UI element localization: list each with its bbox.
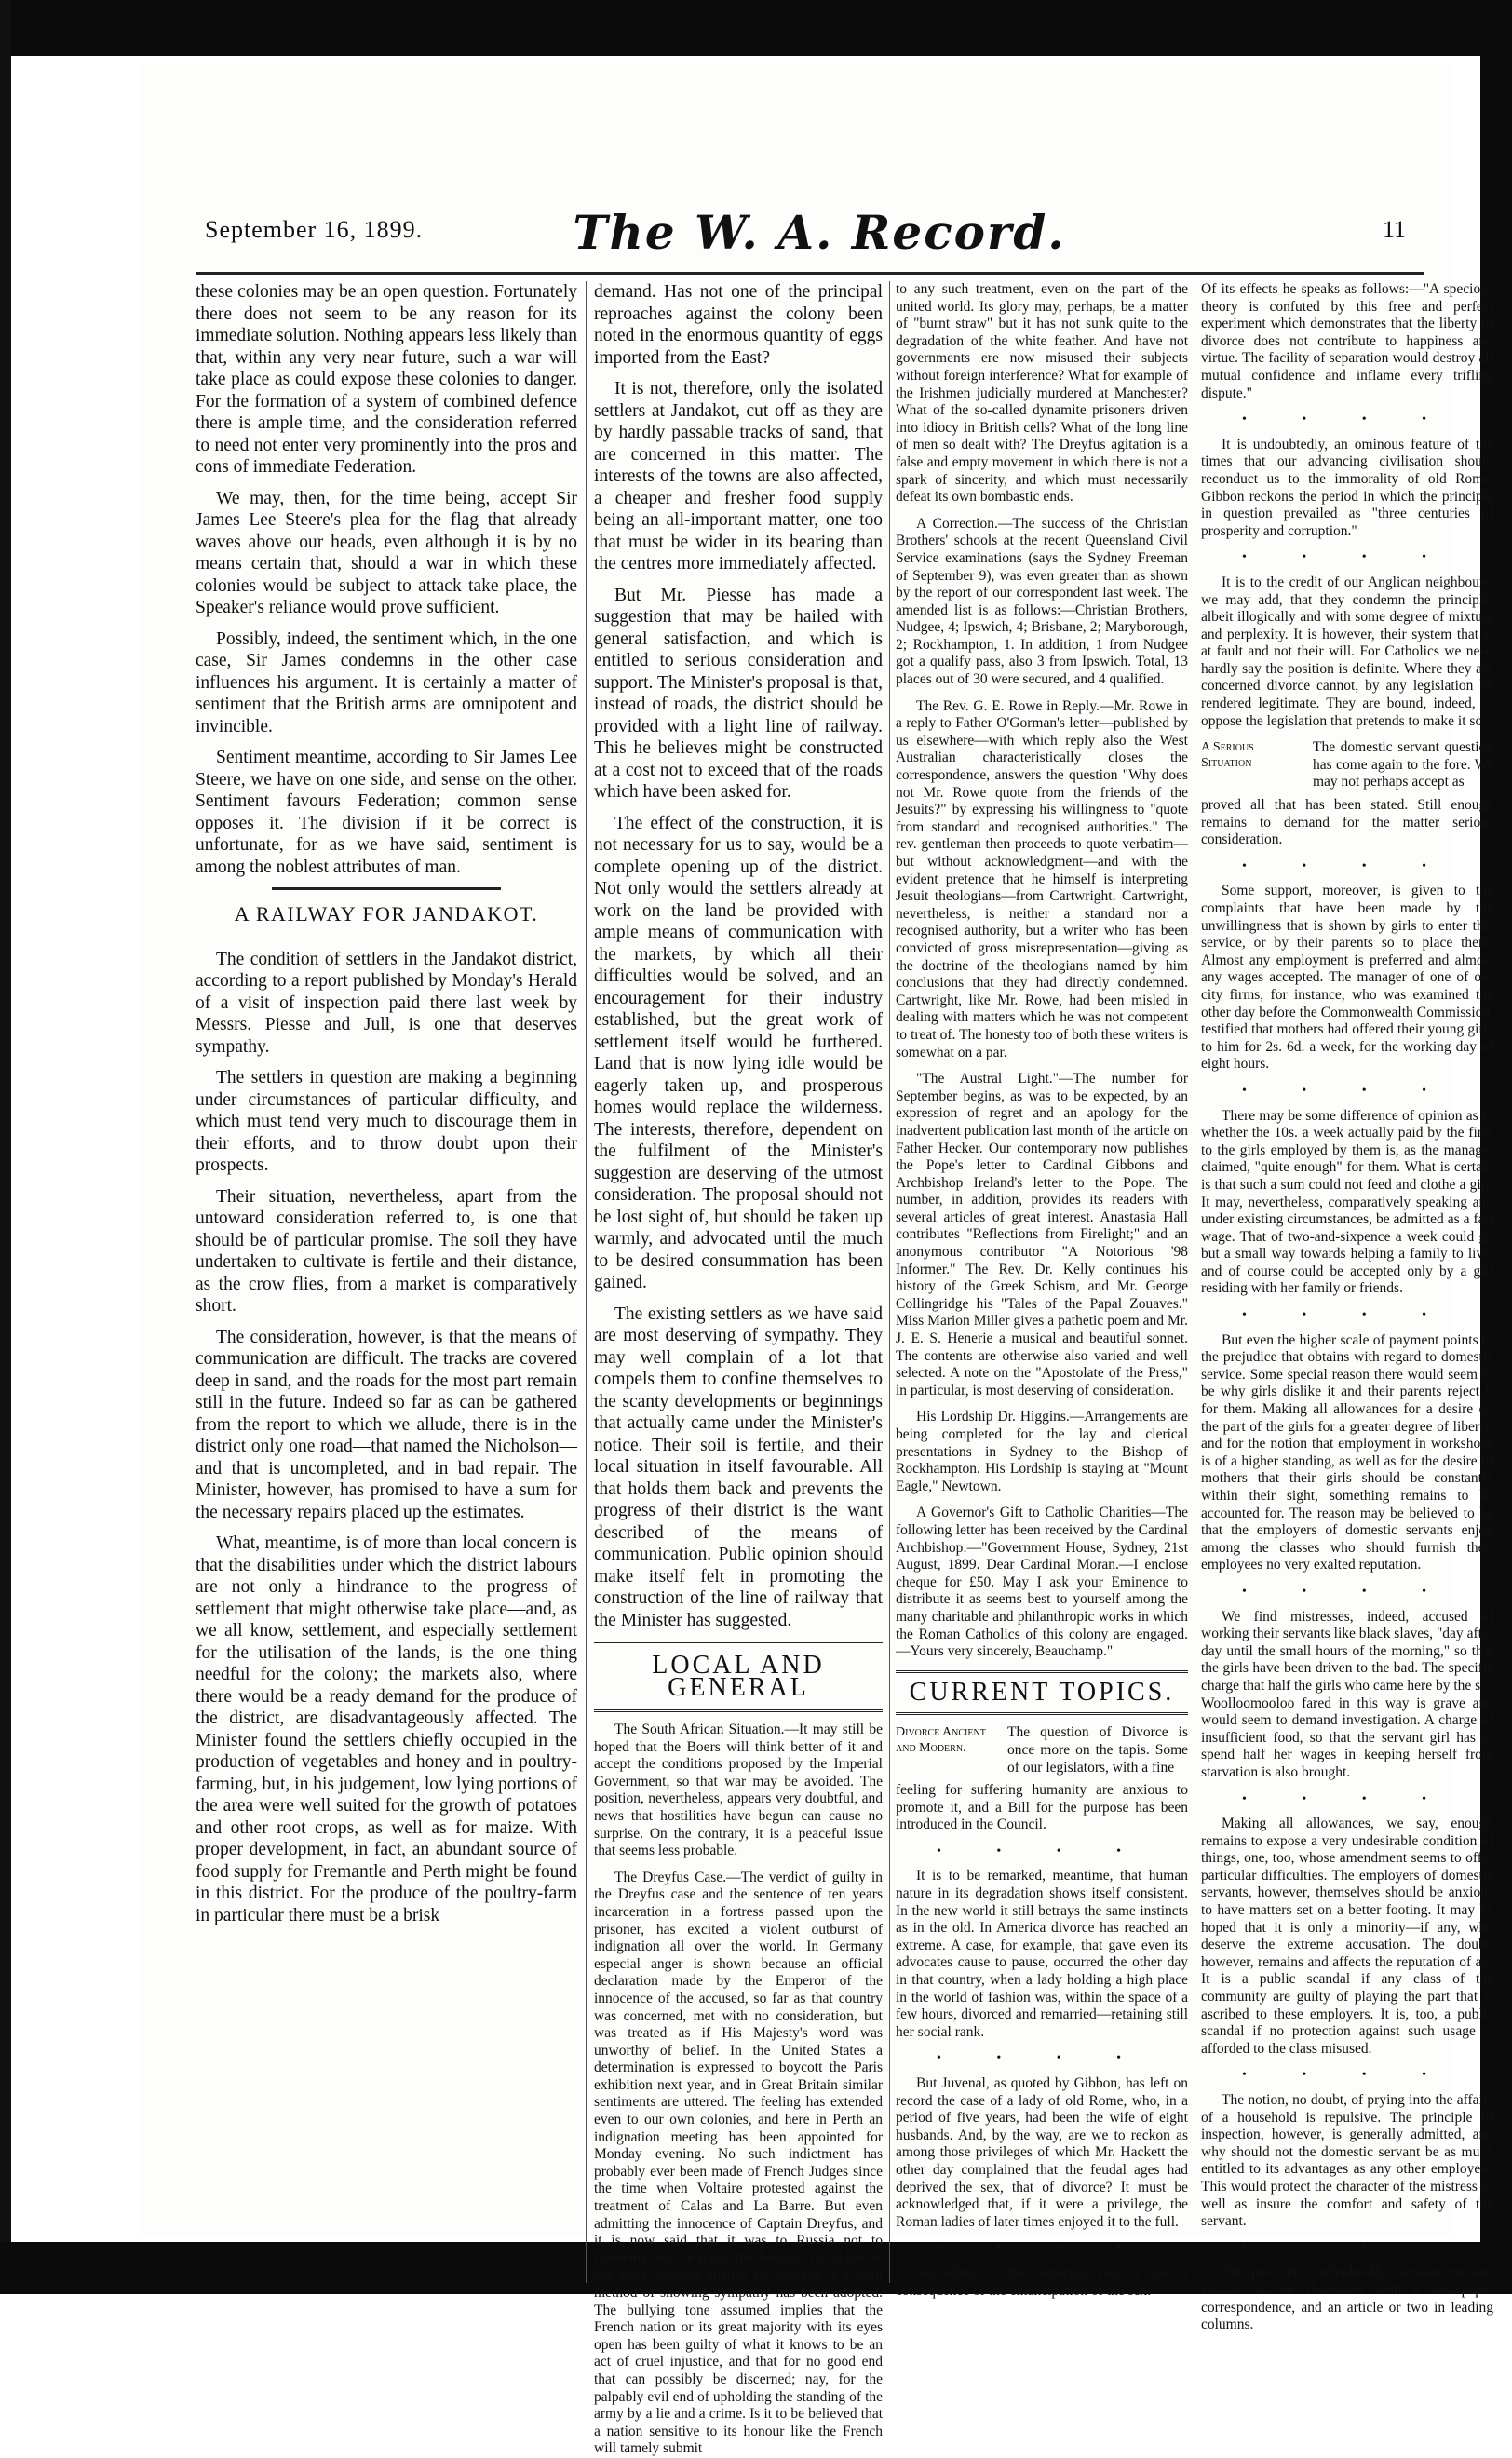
paragraph: Possibly, indeed, the sentiment which, in the one case, Sir James condemns in the other case influences his argument. It is certainly a matter of sentiment that the British arms are omnipotent and invincible. (196, 628, 577, 736)
separator-stars: • • • • (1241, 858, 1453, 873)
separator-stars: • • • • (1241, 1584, 1453, 1599)
masthead-rule (196, 272, 1424, 275)
news-item: "The Austral Light."—The number for September begins, as was to be expected, by an expression of regret and an apology for the inadvertent publication last month of the article on Father Hecker. Our contemporary now publishes the Pope's letter to Cardinal Gibbons and Archbishop Ireland's letter to the Pope. The number, in addition, provides its readers with several articles of great interest. Anastasia Hall contributes "Reflections from Firelight;" and an anonymous contributor "A Notorious '98 Informer." The Rev. Dr. Kelly continues his history of the Greek Schism, and Mr. George Collingridge his "Tales of the Papal Zouaves." Miss Marion Miller gives a pathetic poem and Mr. J. E. S. Henerie a musical and beautiful sonnet. The contents are otherwise also varied and well selected. A note on the "Apostolate of the Press," in particular, is most deserving of consideration. (896, 1071, 1188, 1398)
side-heading: A Serious Situation (1201, 740, 1254, 771)
article-heading: A RAILWAY FOR JANDAKOT. (234, 902, 539, 925)
section-heading-box (896, 1670, 1188, 1716)
separator-stars: • • • • (1241, 1791, 1453, 1806)
side-heading-block (896, 1724, 1188, 1776)
paragraph: The notion, no doubt, of prying into the affairs of a household is repulsive. The principle of inspection, however, is generally admitted, and why should not the domestic servant be as much entitled to its advantages as any other employee? This would protect the character of the mistress as well as insure the comfort and safety of the servant. (1201, 2092, 1493, 2230)
paragraph: It is to the credit of our Anglican neighbours, we may add, that they condemn the principle, albeit illogically and with some degree of mixture and perplexity. It is however, their system that is at fault and not their will. For Catholics we need hardly say the position is definite. Where they are concerned divorce cannot, by any legislation be rendered legitimate. They are bound, indeed, to oppose the legislation that pretends to make it so. (1201, 574, 1493, 729)
paragraph: Sentiment meantime, according to Sir James Lee Steere, we have on one side, and sense on the other. Sentiment favours Federation; common sense opposes it. The division if it be correct is unfortunate, for as we have said, sentiment is among the noblest attributes of man. (196, 748, 577, 877)
column-2 (594, 281, 883, 2457)
column-divider (889, 281, 890, 2283)
section-rule (272, 887, 501, 890)
paragraph: Of its effects he speaks as follows:—"A specious theory is confuted by this free and perfect experiment which demonstrates that the liberty of divorce does not contribute to happiness and virtue. The facility of separation would destroy all mutual confidence and inflame every trifling dispute." (1201, 281, 1493, 401)
separator-stars: • • • • (936, 2051, 1148, 2066)
scan-border-top (0, 0, 1512, 56)
paragraph: Making all allowances, we say, enough remains to expose a very undesirable condition of things, one, too, whose amendment seems to offer particular difficulties. The employers of domestic servants, however, themselves should be anxious to have matters set on a better footing. It may be hoped that it is only a minority—if any, who deserve the extreme accusation. The doubt, however, remains and affects the reputation of all. It is a public scandal if any class of the community are guilty of playing the part that is ascribed to these employers. It is, too, a public scandal if no protection against such usage is afforded to the class misused. (1201, 1816, 1493, 2057)
side-heading: Divorce Ancient and Modern. (896, 1725, 986, 1756)
paragraph: The existing settlers as we have said are most deserving of sympathy. They may well complain of a lot that compels them to confine themselves to the scanty developments or beginnings that actually came under the Minister's notice. Their soil is fertile, and their local situation in itself favourable. All that holds them back and prevents the progress of their district is the want described of the means of communication. Public opinion should make itself felt in promoting the construction of the line of railway that the Minister has suggested. (594, 1303, 883, 1630)
news-item: The Rev. G. E. Rowe in Reply.—Mr. Rowe in a reply to Father O'Gorman's letter—published by us elsewhere—with which reply also the West Australian characteristically closes the correspondence, answers the question "Why does not Mr. Rowe quote from the friends of the Jesuits?" by expressing his willingness to "quote from standard and recognised authorities." The rev. gentleman then proceeds to quote verbatim—but without acknowledgment—and with the evident pretence that he himself is interpreting Jesuit theologians—from Cartwright. Cartwright, nevertheless, is neither a standard nor a recognised authority, but a writer who has been convicted of gross misrepresentation—giving as the doctrine of the theologians named by him conclusions that they had directly condemned. Cartwright, like Mr. Rowe, had been misled in dealing with matters which he was not competent to treat of. The honesty too of both these writers is somewhat on a par. (896, 697, 1188, 1060)
column-3 (896, 281, 1188, 2299)
paragraph: proved all that has been stated. Still enough remains to demand for the matter serious consideration. (1201, 797, 1493, 848)
masthead (140, 205, 1452, 261)
paragraph: It is not, therefore, only the isolated settlers at Jandakot, cut off as they are by hardly passable tracks of sand, that are concerned in this matter. The interests of the towns are also affected, a cheaper and fresher food supply being an all-important matter, one too that must be wider in its bearing than the centres more immediately affected. (594, 379, 883, 574)
paragraph: feeling for suffering humanity are anxious to promote it, and a Bill for the purpose has been introduced in the Council. (896, 1782, 1188, 1833)
section-heading-box (594, 1641, 883, 1712)
paragraph: The consideration, however, is that the means of communication are difficult. The tracks are covered deep in sand, and the roads for the most part remain still in the future. Indeed so far as can be gathered from the report to which we allude, there is in the district only one road—that named the Nicholson—and that is uncompleted, and in bad repair. The Minister, however, has promised to have a sum for the necessary repairs placed up the estimates. (196, 1327, 577, 1522)
separator-stars: • • • • (1241, 1308, 1453, 1323)
side-text: The question of Divorce is once more on the tapis. Some of our legislators, with a fine (1007, 1724, 1188, 1776)
side-heading-block (1201, 739, 1493, 791)
paragraph: The settlers in question are making a beginning under circumstances of particular difficulty, and which must tend very much to discourage them in their efforts, and to throw doubt upon their prospects. (196, 1068, 577, 1175)
paragraph: We may, then, for the time being, accept Sir James Lee Steere's plea for the flag that already waves above our heads, even although it is by no means certain that, should a war in which these colonies would be subject to attack take place, the Speaker's reliance would prove sufficient. (196, 488, 577, 617)
separator-stars: • • • • (1241, 2068, 1453, 2083)
paragraph: It is to be remarked, meantime, that human nature in its degradation shows itself consistent. In the new world it still betrays the same instincts as in the old. In America divorce has reached an extreme. A case, for example, that gave even its advocates cause to pause, occurred the other day in that country, when a lady holding a high place in the world of fashion was, within the space of a few hours, divorced and remarried—retaining still her social rank. (896, 1868, 1188, 2040)
paragraph: Their situation, nevertheless, apart from the untoward consideration referred to, is one that should be of particular promise. The soil they have undertaken to cultivate is fertile and their distance, as the crow flies, from a market is comparatively short. (196, 1186, 577, 1316)
paragraph: demand. Has not one of the principal reproaches against the colony been noted in the enormous quantity of eggs imported from the East? (594, 282, 883, 368)
column-divider (586, 281, 587, 2283)
news-item: to any such treatment, even on the part of the united world. Its glory may, perhaps, be a matter of "burnt straw" but it has not sunk quite to the degradation of the white feather. And have not governments ere now misused their subjects without foreign interference? What for example of the Irishmen judicially murdered at Manchester? What of the so-called dynamite prisoners driven into idiocy in British cells? What of the long line of men so dealt with? The Dreyfus agitation is a false and empty movement in which there is not a spark of sincerity, and which must necessarily defeat its own bombastic ends. (896, 281, 1188, 506)
paragraph: The effect of the construction, it is not necessary for us to say, would be a complete opening up of the district. Not only would the settlers already at work on the land be provided with ample means of communication with the markets, by which all their difficulties would be solved, and an encouragement for their industry established, but the great work of settlement itself would be furthered. Land that is now lying idle would be eagerly taken up, and prosperous homes would replace the wilderness. The interests, therefore, dependent on the fulfilment of the Minister's suggestion are deserving of the utmost consideration. The proposal should not be lost sight of, but should be taken up warmly, and advocated until the much to be desired consummation has been gained. (594, 813, 883, 1292)
news-item: A Governor's Gift to Catholic Charities—The following letter has been received by the Cardinal Archbishop:—"Government House, Sydney, 21st August, 1899. Dear Cardinal Moran.—I enclose cheque for £50. May I ask your Eminence to distribute it as seems best to yourself among the many charitable and philanthropic works in which the Roman Catholics of this colony are engaged.—Yours very sincerely, Beauchamp." (896, 1505, 1188, 1660)
section-heading: CURRENT TOPICS. (909, 1677, 1175, 1707)
paragraph: The question is undoubtedly a serious one, and should not be dismissed with a newspaper correspondence, and an article or two in leading columns. (1201, 2264, 1493, 2333)
column-1 (196, 281, 577, 2283)
news-item: The South African Situation.—It may still be hoped that the Boers will think better of it and accept the conditions proposed by the Imperial Government, so that war may be avoided. The position, nevertheless, appears very doubtful, and news that hostilities have begun can cause no surprise. On the contrary, it is a peaceful issue that seems less probable. (594, 1722, 883, 1859)
paragraph: But Mr. Piesse has made a suggestion that may be hailed with general satisfaction, and which is entitled to serious consideration and support. The Minister's proposal is that, instead of roads, the district should be provided with a light line of railway. This he believes might be constructed at a cost not to exceed that of the roads which have been asked for. (594, 585, 883, 802)
paragraph: There may be some difference of opinion as to whether the 10s. a week actually paid by the firm to the girls employed by them is, as the manager claimed, "quite enough" for them. What is certain is that such a sum could not feed and clothe a girl. It may, nevertheless, comparatively speaking and under existing circumstances, be admitted as a fair wage. That of two-and-sixpence a week could go but a small way towards helping a family to live, and of course could be accepted only by a girl residing with her family or friends. (1201, 1107, 1493, 1297)
section-heading: LOCAL AND GENERAL (652, 1651, 825, 1702)
paragraph: We find mistresses, indeed, accused of working their servants like black slaves, "day after day until the small hours of the morning," so that the girls have been driven to the bad. The specific charge that half the girls who came here by the s.s. Woolloomooloo fared in this way is grave and would seem to demand investigation. A charge of insufficient food, so that the servant girl has to spend half her wages in keeping herself from starvation is also brought. (1201, 1608, 1493, 1780)
separator-stars: • • • • (936, 2241, 1148, 2256)
side-text: The domestic servant question has come again to the fore. We may not perhaps accept as (1313, 739, 1493, 790)
newspaper-page (140, 65, 1493, 2457)
newspaper-title: The W. A. Record. (573, 205, 1066, 260)
column-4 (1201, 281, 1493, 2333)
paragraph: The condition of settlers in the Jandakot district, according to a report published by Monday's Herald of a visit of inspection paid there last week by Messrs. Piesse and Jull, is one that deserves sympathy. (196, 949, 577, 1057)
paragraph: But even the higher scale of payment points to the prejudice that obtains with regard to domestic service. Some special reason there would seem to be why girls dislike it and their parents reject it for them. Making all allowances for a desire on the part of the girls for a greater degree of liberty, and for the notion that employment in workshops is of a higher standing, as well as for the desire of mothers that their girls should be constantly within their sight, something remains to be accounted for. The reason may be believed to be that the employers of domestic servants enjoy among the classes who should furnish their employees no very exalted reputation. (1201, 1331, 1493, 1573)
separator-stars: • • • • (1241, 1083, 1453, 1098)
paragraph: According to the historian, too, it was a consequence of the emancipation of the sex. (896, 2264, 1188, 2299)
paragraph: these colonies may be an open question. Fortunately there does not seem to be any reason for its immediate solution. Nothing appears less likely than that, within any very near future, such a war will take place as could expose these colonies to danger. For the formation of a system of combined defence there is ample time, and the consideration referred to need not enter very prominently into the pros and cons of immediate Federation. (196, 282, 577, 477)
paragraph: But Juvenal, as quoted by Gibbon, has left on record the case of a lady of old Rome, who, in a period of five years, had been the wife of eight husbands. And, by the way, are we to reckon as among those privileges of which Mr. Hackett the other day complained that the feudal ages had deprived the sex, that of divorce? It must be acknowledged that, if it were a privilege, the Roman ladies of later times enjoyed it to the full. (896, 2075, 1188, 2230)
issue-date: September 16, 1899. (205, 216, 424, 243)
separator-stars: • • • • (1241, 2240, 1453, 2255)
separator-stars: • • • • (1241, 412, 1453, 427)
paragraph: Some support, moreover, is given to the complaints that have been made by the unwillingness that is shown by girls to enter this service, or by their parents so to place them. Almost any employment is preferred and almost any wages accepted. The manager of one of our city firms, for instance, who was examined the other day before the Commonwealth Commission, testified that mothers had offered their young girls to him for 2s. 6d. a week, for the working day of eight hours. (1201, 883, 1493, 1073)
news-item: A Correction.—The success of the Christian Brothers' schools at the recent Queensland Civil Service examinations (says the Sydney Freeman of September 9), was even greater than as shown by the report of our correspondent last week. The amended list is as follows:—Christian Brothers, Nudgee, 4; Ipswich, 4; Brisbane, 2; Maryborough, 2; Rockhampton, 1. In addition, 1 from Nudgee got a qualify pass, also 3 from Ipswich. Total, 13 places out of 30 were secured, and 4 qualified. (896, 515, 1188, 688)
news-item: His Lordship Dr. Higgins.—Arrangements are being completed for the lay and clerical presentations in Sydney to the Bishop of Rockhampton. His Lordship is staying at "Mount Eagle," Newtown. (896, 1409, 1188, 1494)
separator-stars: • • • • (1241, 550, 1453, 565)
paragraph: What, meantime, is of more than local concern is that the disabilities under which the district labours are not only a hindrance to the progress of settlement that might otherwise take place—and, as we all know, settlement, and especially settlement for the utilisation of the lands, is the one thing needful for the colony; the markets also, where there would be a ready demand for the produce of the district, are disadvantageously affected. The Minister found the settlers chiefly occupied in the production of vegetables and honey and in poultry-farming, but, in his judgement, low lying portions of the area were well suited for the growth of potatoes and other root crops, as well as for maize. With proper development, in fact, an abundant source of food supply for Fremantle and Perth might be found in this district. For the produce of the poultry-farm in particular there must be a brisk (196, 1533, 578, 1925)
news-item: The Dreyfus Case.—The verdict of guilty in the Dreyfus case and the sentence of ten years incarceration in a fortress passed upon the prisoner, has excited a violent outburst of indignation all over the world. In Germany especial anger is shown because an official declaration made by the Emperor of the innocence of the accused, so far as that country was concerned, met with no consideration, but was treated as if His Majesty's word was unworthy of belief. In the United States a determination is expressed to boycott the Paris exhibition next year, and in Great Britain similar sentiments are uttered. The feeling has extended even to our own colonies, and here in Perth an indignation meeting has been appointed for Monday evening. No such indictment has probably ever been made of French Judges since the time when Voltaire protested against the treatment of Calas and La Barre. But even admitting the innocence of Captain Dreyfus, and it is now said that it was to Russia not to Germany that he made the betrayal of which he has been accused, it may be doubted if a right method of showing sympathy has been adopted. The bullying tone assumed implies that the French nation or its great majority with its eyes open has been guilty of what it knows to be an act of cruel injustice, and that for no good end that can possibly be discerned; nay, for the palpably evil end of upholding the standing of the army by a lie and a crime. Is it to be believed that a nation sensitive to its honour like the French will tamely submit (594, 1869, 883, 2457)
page-number: 11 (1383, 216, 1407, 243)
separator-stars: • • • • (936, 1844, 1148, 1858)
scan-border-left (0, 0, 11, 2294)
paragraph: It is undoubtedly, an ominous feature of the times that our advancing civilisation should reconduct us to the immorality of old Rome. Gibbon reckons the period in which the principle in question prevailed as "three centuries of prosperity and corruption." (1201, 436, 1493, 539)
